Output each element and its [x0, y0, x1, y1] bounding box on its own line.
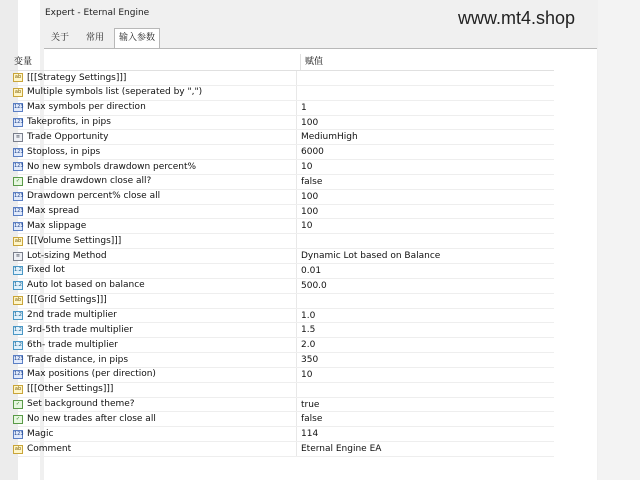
variable-name: [[[Grid Settings]]]: [27, 295, 107, 306]
tab-inputs[interactable]: 输入参数: [114, 28, 160, 48]
integer-icon: 123: [14, 118, 24, 125]
variable-name: Max symbols per direction: [27, 102, 146, 113]
table-row[interactable]: [10, 412, 554, 427]
value-cell[interactable]: 350: [301, 355, 319, 366]
variable-cell: [10, 353, 297, 367]
table-header: [10, 54, 554, 71]
value-cell[interactable]: 1: [301, 102, 307, 113]
table-row[interactable]: [10, 145, 554, 160]
variable-cell: [10, 427, 297, 441]
table-row[interactable]: [10, 309, 554, 324]
table-row[interactable]: [10, 234, 554, 249]
variable-name: Max positions (per direction): [27, 369, 156, 380]
table-row[interactable]: [10, 442, 554, 457]
table-row[interactable]: [10, 294, 554, 309]
ab-text-icon: ab: [14, 386, 22, 393]
enum-icon: ≡: [13, 133, 23, 142]
value-cell[interactable]: Dynamic Lot based on Balance: [301, 251, 441, 262]
table-row[interactable]: [10, 219, 554, 234]
variable-cell: [10, 368, 297, 382]
integer-icon: 123: [14, 208, 24, 215]
table-row[interactable]: [10, 190, 554, 205]
variable-cell: [10, 190, 297, 204]
value-cell[interactable]: 100: [301, 191, 319, 202]
variable-name: 2nd trade multiplier: [27, 310, 117, 320]
variable-name: [[[Other Settings]]]: [27, 384, 114, 395]
variable-cell: [10, 145, 297, 159]
double-icon: 1.2: [14, 282, 22, 289]
table-body: [10, 71, 554, 457]
variable-name: Set background theme?: [27, 399, 135, 410]
column-header-variable[interactable]: 变量: [10, 54, 301, 70]
variable-name: Trade distance, in pips: [27, 354, 129, 365]
variable-cell: [10, 383, 297, 397]
table-row[interactable]: [10, 71, 554, 86]
table-row[interactable]: [10, 383, 554, 398]
variable-cell: [10, 442, 297, 456]
value-cell[interactable]: [297, 234, 301, 248]
double-icon: 1.2: [14, 341, 22, 348]
right-backdrop: [598, 0, 640, 480]
variable-name: Auto lot based on balance: [27, 280, 145, 291]
table-row[interactable]: [10, 264, 554, 279]
variable-name: Lot-sizing Method: [27, 250, 107, 261]
variable-name: Stoploss, in pips: [27, 146, 101, 157]
value-cell[interactable]: [297, 86, 301, 100]
integer-icon: 123: [14, 222, 24, 229]
value-cell[interactable]: [297, 71, 301, 85]
variable-name: Max slippage: [27, 220, 87, 231]
integer-icon: 123: [14, 371, 24, 378]
table-row[interactable]: [10, 279, 554, 294]
value-cell[interactable]: 2.0: [301, 340, 316, 351]
value-cell[interactable]: 0.01: [301, 265, 322, 276]
value-cell[interactable]: 114: [301, 429, 319, 440]
value-cell[interactable]: [297, 383, 301, 397]
table-row[interactable]: [10, 160, 554, 175]
value-cell[interactable]: 10: [301, 221, 313, 232]
variable-cell: [10, 249, 297, 263]
variable-name: Trade Opportunity: [27, 131, 109, 142]
variable-name: Enable drawdown close all?: [27, 176, 152, 187]
double-icon: 1.2: [14, 326, 22, 333]
value-cell[interactable]: true: [301, 399, 320, 410]
table-row[interactable]: [10, 205, 554, 220]
variable-cell: [10, 130, 297, 144]
double-icon: 1.2: [14, 267, 22, 274]
integer-icon: 123: [14, 356, 24, 363]
variable-cell: [10, 175, 297, 189]
variable-cell: [10, 294, 297, 308]
variable-name: 6th- trade multiplier: [27, 339, 118, 350]
variable-name: Max spread: [27, 206, 80, 217]
variable-cell: [10, 412, 297, 426]
table-row[interactable]: [10, 130, 554, 145]
value-cell[interactable]: Eternal Engine EA: [301, 444, 382, 455]
table-row[interactable]: [10, 249, 554, 264]
table-row[interactable]: [10, 368, 554, 383]
table-row[interactable]: [10, 398, 554, 413]
value-cell[interactable]: 1.5: [301, 325, 316, 336]
variable-cell: [10, 323, 297, 337]
value-cell[interactable]: 6000: [301, 147, 324, 158]
enum-icon: ≡: [13, 252, 23, 261]
value-cell[interactable]: [297, 294, 301, 308]
integer-icon: 123: [14, 163, 24, 170]
integer-icon: 123: [14, 193, 24, 200]
bool-icon: ✓: [13, 400, 23, 409]
value-cell[interactable]: 10: [301, 162, 313, 173]
variable-name: Takeprofits, in pips: [27, 117, 111, 128]
variable-cell: [10, 338, 297, 352]
variable-cell: [10, 71, 297, 85]
value-cell[interactable]: false: [301, 176, 323, 187]
variable-cell: [10, 116, 297, 130]
variable-cell: [10, 309, 297, 323]
value-cell[interactable]: 100: [301, 117, 319, 128]
variable-name: Fixed lot: [27, 265, 65, 276]
bool-icon: ✓: [13, 415, 23, 424]
variable-name: Drawdown percent% close all: [27, 191, 161, 202]
integer-icon: 123: [14, 104, 24, 111]
column-header-value[interactable]: 赋值: [305, 57, 324, 67]
variable-cell: [10, 398, 297, 412]
table-row[interactable]: [10, 338, 554, 353]
value-cell[interactable]: 500.0: [301, 280, 327, 291]
table-row[interactable]: [10, 323, 554, 338]
table-row[interactable]: [10, 353, 554, 368]
value-cell[interactable]: false: [301, 414, 323, 425]
inputs-table: [10, 54, 554, 457]
variable-cell: [10, 205, 297, 219]
ab-text-icon: ab: [14, 74, 22, 81]
integer-icon: 123: [14, 148, 24, 155]
tab-about[interactable]: 关于: [50, 33, 69, 43]
bool-icon: ✓: [13, 177, 23, 186]
table-row[interactable]: [10, 175, 554, 190]
variable-name: Multiple symbols list (seperated by ","): [27, 87, 203, 98]
double-icon: 1.2: [14, 311, 22, 318]
tab-common[interactable]: 常用: [85, 33, 104, 43]
value-cell[interactable]: 10: [301, 369, 313, 380]
value-cell[interactable]: 1.0: [301, 310, 316, 321]
variable-name: Magic: [27, 428, 54, 439]
value-cell[interactable]: MediumHigh: [301, 132, 358, 143]
table-row[interactable]: [10, 101, 554, 116]
variable-name: [[[Strategy Settings]]]: [27, 72, 127, 83]
window-title: Expert - Eternal Engine: [45, 8, 150, 18]
table-row[interactable]: [10, 116, 554, 131]
variable-name: [[[Volume Settings]]]: [27, 235, 122, 246]
integer-icon: 123: [14, 430, 24, 437]
variable-cell: [10, 160, 297, 174]
variable-cell: [10, 101, 297, 115]
variable-cell: [10, 86, 297, 100]
ab-text-icon: ab: [14, 237, 22, 244]
variable-cell: [10, 219, 297, 233]
ab-text-icon: ab: [14, 297, 22, 304]
variable-name: No new symbols drawdown percent%: [27, 161, 197, 172]
variable-name: Comment: [27, 443, 72, 454]
ab-text-icon: ab: [14, 445, 22, 452]
variable-cell: [10, 264, 297, 278]
table-row[interactable]: [10, 427, 554, 442]
watermark-text: www.mt4.shop: [458, 8, 576, 28]
value-cell[interactable]: 100: [301, 206, 319, 217]
variable-name: No new trades after close all: [27, 413, 156, 424]
variable-cell: [10, 279, 297, 293]
table-row[interactable]: [10, 86, 554, 101]
variable-cell: [10, 234, 297, 248]
variable-name: 3rd-5th trade multiplier: [27, 324, 133, 335]
ab-text-icon: ab: [14, 89, 22, 96]
